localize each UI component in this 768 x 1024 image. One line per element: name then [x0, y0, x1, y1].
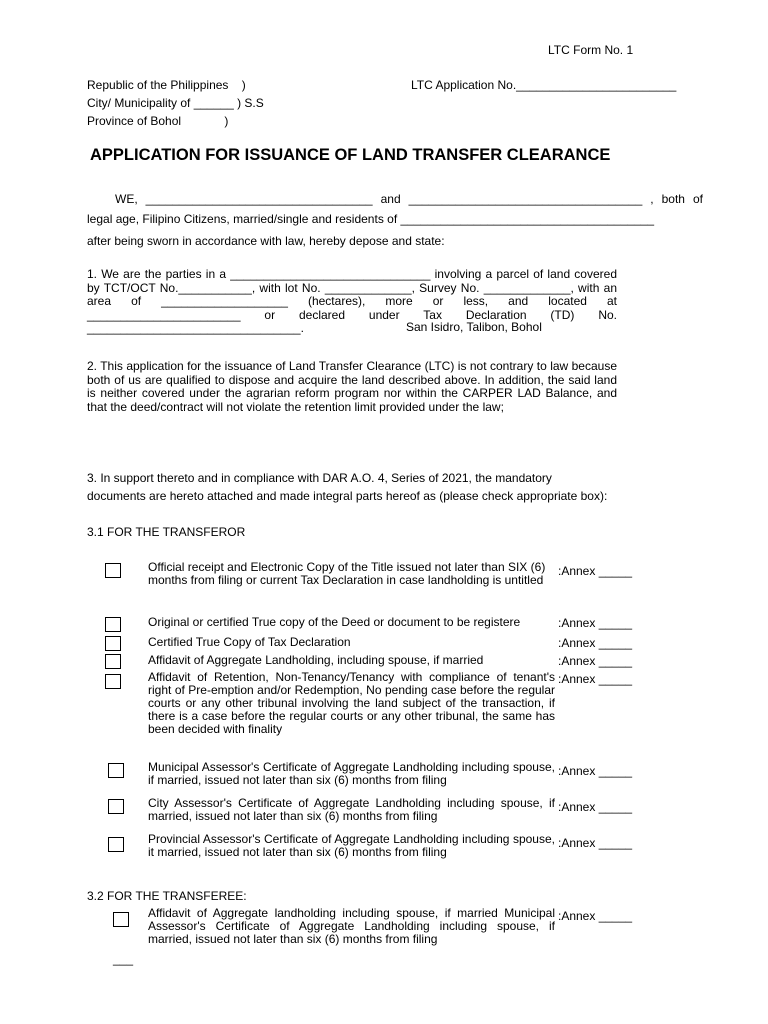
form-number: LTC Form No. 1: [548, 43, 634, 57]
transferor-checkbox-2[interactable]: [105, 617, 121, 632]
transferor-heading: 3.1 FOR THE TRANSFEROR: [87, 525, 246, 539]
transferor-annex-3: :Annex _____: [558, 636, 633, 650]
transferor-annex-5: :Annex _____: [558, 672, 633, 686]
transferor-item-5: Affidavit of Retention, Non-Tenancy/Tenancy with compliance of tenant's right of Pre-emption and/or Redemption, No pending case before the regular courts or any other tribunal involving the land subject of the transaction, if there is a case before the regular courts or any other tribunal, the same has been decided with finality: [148, 670, 555, 736]
transferor-item-8: Provincial Assessor's Certificate of Aggregate Landholding including spouse, it married, issued not later than six (6) months from filing: [148, 832, 555, 859]
transferor-checkbox-6[interactable]: [108, 763, 124, 778]
transferor-checkbox-5[interactable]: [105, 674, 121, 689]
transferor-checkbox-1[interactable]: [105, 563, 121, 578]
header-province: Province of Bohol ): [87, 114, 229, 128]
paragraph-1: 1. We are the parties in a ______________________________ involving a parcel of land covered by TCT/OCT No.___________, with lot No. _____________, Survey No. _____________, with an area of ___________________ (hectares), more or less, and located at _______________________ or declared under Tax Declaration (TD) No. ________________________________.: [87, 267, 617, 335]
paragraph-3-line-1: 3. In support thereto and in compliance with DAR A.O. 4, Series of 2021, the mandatory: [87, 471, 552, 485]
transferor-annex-2: :Annex _____: [558, 616, 633, 630]
transferee-annex-1: :Annex _____: [558, 909, 633, 923]
paragraph-2: 2. This application for the issuance of Land Transfer Clearance (LTC) is not contrary to law because both of us are qualified to dispose and acquire the land described above. In addition, the said land is neither covered under the agrarian reform program nor within the CARPER LAD Balance, and that the deed/contract will not violate the retention limit provided under the law;: [87, 359, 617, 414]
transferor-checkbox-8[interactable]: [108, 837, 124, 852]
intro-line-3: after being sworn in accordance with law, hereby depose and state:: [87, 234, 445, 248]
transferor-item-4: Affidavit of Aggregate Landholding, including spouse, if married: [148, 653, 484, 667]
paragraph-3-line-2: documents are hereto attached and made integral parts hereof as (please check appropriate box):: [87, 489, 608, 503]
transferor-item-7: City Assessor's Certificate of Aggregate Landholding including spouse, if married, issued not later than six (6) months from filing: [148, 796, 555, 823]
transferor-item-1: Official receipt and Electronic Copy of the Title issued not later than SIX (6) months from filing or current Tax Declaration in case landholding is untitled: [148, 560, 546, 587]
transferor-item-3: Certified True Copy of Tax Declaration: [148, 635, 351, 649]
intro-line-2: legal age, Filipino Citizens, married/single and residents of ______________________________________: [87, 212, 655, 226]
transferee-heading: 3.2 FOR THE TRANSFEREE:: [87, 889, 247, 903]
transferor-annex-1: :Annex _____: [558, 564, 633, 578]
transferor-checkbox-7[interactable]: [108, 799, 124, 814]
transferee-trailing-line: ___: [113, 952, 134, 966]
transferee-checkbox-1[interactable]: [113, 912, 129, 927]
header-republic: Republic of the Philippines ): [87, 78, 246, 92]
header-city: City/ Municipality of ______ ) S.S: [87, 96, 264, 110]
location-value: San Isidro, Talibon, Bohol: [406, 320, 542, 334]
transferor-annex-4: :Annex _____: [558, 654, 633, 668]
transferor-annex-6: :Annex _____: [558, 764, 633, 778]
transferor-annex-7: :Annex _____: [558, 800, 633, 814]
transferor-annex-8: :Annex _____: [558, 836, 633, 850]
transferor-checkbox-4[interactable]: [105, 654, 121, 669]
transferee-item-1: Affidavit of Aggregate landholding including spouse, if married Municipal Assessor's Certificate of Aggregate Landholding including spouse, if married, issued not later than six (6) months from filing: [148, 906, 555, 946]
transferor-item-6: Municipal Assessor's Certificate of Aggregate Landholding including spouse, if married, issued not later than six (6) months from filing: [148, 760, 555, 787]
document-title: APPLICATION FOR ISSUANCE OF LAND TRANSFER CLEARANCE: [90, 146, 611, 164]
application-number-field: LTC Application No.________________________: [411, 78, 677, 92]
intro-line-1: WE, __________________________________ and ___________________________________ , both of: [115, 192, 703, 206]
transferor-item-2: Original or certified True copy of the Deed or document to be registere: [148, 615, 521, 629]
transferor-checkbox-3[interactable]: [105, 636, 121, 651]
